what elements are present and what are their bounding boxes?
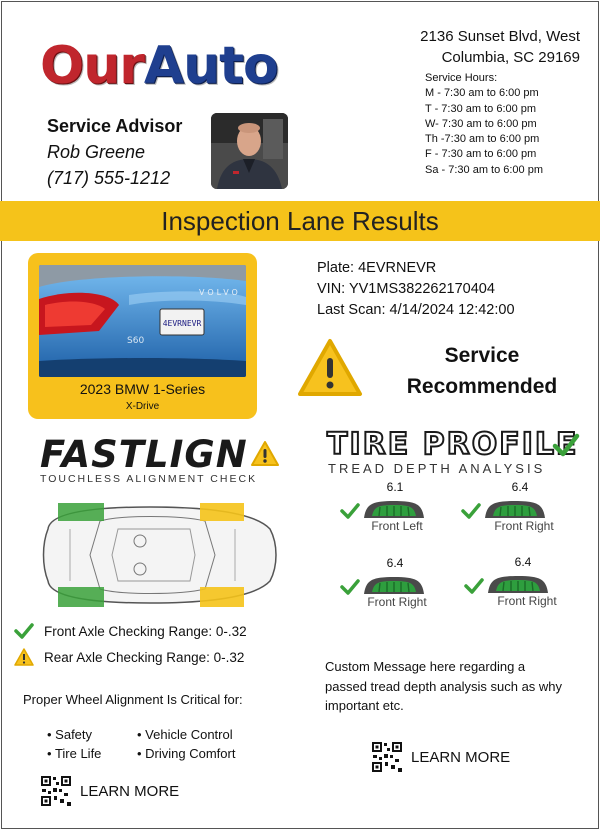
warning-icon [14,648,34,666]
tire-rear-right [340,556,460,616]
svg-text:VOLVO: VOLVO [199,288,241,297]
learn-more-label[interactable]: LEARN MORE [80,782,180,800]
tire-front-right [461,480,581,540]
tire-tread-icon [362,574,426,594]
dealer-address: 2136 Sunset Blvd, West Columbia, SC 29169 [420,28,580,66]
tire-front-left [340,480,460,540]
rear-axle-result: Rear Axle Checking Range: 0-.32 [14,648,244,666]
vehicle-photo [39,265,246,377]
warning-icon [297,338,363,398]
fastlign-subtitle: TOUCHLESS ALIGNMENT CHECK [40,473,258,485]
check-icon [464,577,484,595]
tire-profile-subtitle: TREAD DEPTH ANALYSIS [328,461,546,476]
plate-text: 4EVRNEVR [162,319,202,328]
fastlign-logo: FASTLIGN [40,433,248,476]
service-advisor [47,113,182,191]
qr-code-icon [40,775,72,807]
hours-row: M - 7:30 am to 6:00 pm [425,87,539,100]
tread-custom-message: Custom Message here regarding a passed tread depth analysis such as why important etc. [325,659,563,713]
tread-depth-value: 6.4 [511,480,529,494]
learn-more-link-tires[interactable] [371,741,510,773]
ourauto-logo: OurAuto [40,36,278,96]
check-icon [340,502,360,520]
vehicle-model: 2023 BMW 1-Series [79,381,206,397]
tire-tread-icon [486,573,550,593]
hours-heading: Service Hours: [425,72,498,84]
tire-tread-icon [362,498,426,518]
tire-tread-icon [483,498,547,518]
hours-row: Th -7:30 am to 6:00 pm [425,133,540,146]
check-icon [14,622,34,640]
hours-row: T - 7:30 am to 6:00 pm [425,102,537,115]
tread-depth-value: 6.4 [514,555,532,569]
vehicle-info [317,258,515,321]
hours-row: F - 7:30 am to 6:00 pm [425,148,537,161]
benefit-item: • Tire Life [47,744,137,763]
learn-more-link-alignment[interactable] [40,775,179,807]
tread-depth-value: 6.4 [386,556,404,570]
hours-row: W- 7:30 am to 6:00 pm [425,117,537,130]
benefit-item: • Driving Comfort [137,744,267,763]
tire-position-label: Front Right [494,519,554,533]
service-hours [425,71,543,178]
qr-code-icon [371,741,403,773]
check-icon [461,502,481,520]
car-alignment-diagram [30,499,280,611]
results-banner: Inspection Lane Results [0,201,600,241]
benefit-item: • Vehicle Control [137,725,267,744]
learn-more-label[interactable]: LEARN MORE [411,748,511,766]
vin-number: VIN: YV1MS382262170404 [317,281,495,297]
alignment-heading: Proper Wheel Alignment Is Critical for: [23,692,243,707]
tire-profile-title: TIRE PROFILE [327,427,579,462]
vehicle-trim: X-Drive [125,401,160,412]
check-icon [340,578,360,596]
plate-number: Plate: 4EVRNEVR [317,260,437,276]
check-icon [552,432,580,458]
advisor-title: Service Advisor [47,116,183,136]
tire-position-label: Front Right [497,594,557,608]
advisor-avatar [211,113,288,189]
tire-position-label: Front Right [367,595,427,609]
svg-text:S60: S60 [127,336,145,346]
service-status: Service Recommended [406,344,558,398]
vehicle-card [28,253,257,419]
front-axle-result: Front Axle Checking Range: 0-.32 [14,622,247,640]
advisor-phone[interactable]: (717) 555-1212 [47,168,171,188]
benefit-item: • Safety [47,725,137,744]
hours-row: Sa - 7:30 am to 6:00 pm [425,163,544,176]
tire-position-label: Front Left [371,519,423,533]
tire-rear-right-2 [464,555,584,615]
advisor-name: Rob Greene [47,142,146,162]
last-scan: Last Scan: 4/14/2024 12:42:00 [317,302,515,318]
alignment-benefits [47,725,267,763]
tread-depth-value: 6.1 [386,480,404,494]
warning-icon [250,440,280,467]
